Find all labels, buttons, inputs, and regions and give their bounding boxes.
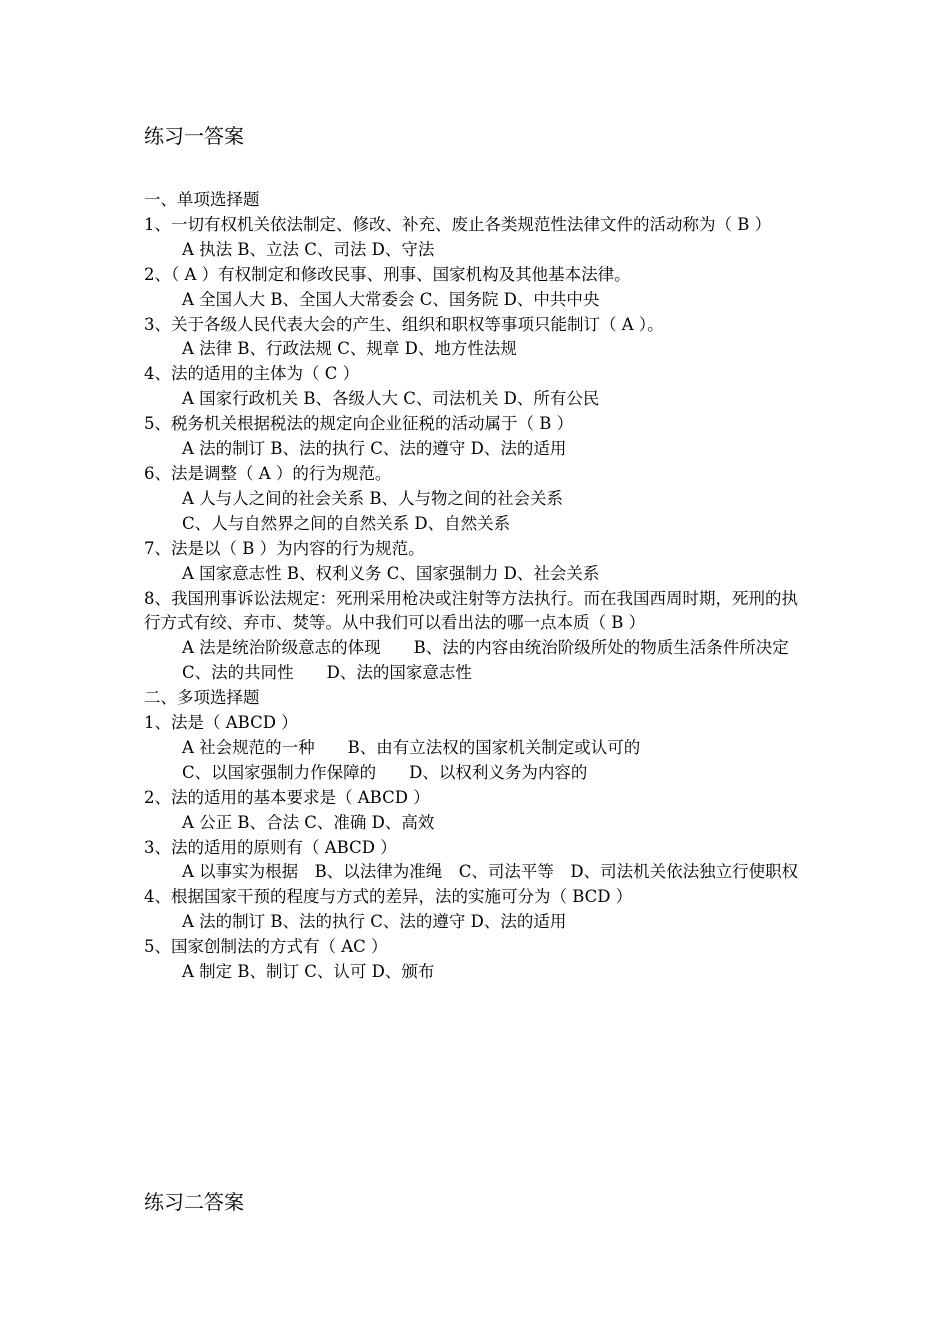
answer-line: A 执法 B、立法 C、司法 D、守法 xyxy=(182,239,435,259)
answer-line: 7、法是以（ B ）为内容的行为规范。 xyxy=(144,538,425,558)
answer-line: 3、关于各级人民代表大会的产生、组织和职权等事项只能制订（ A ）。 xyxy=(144,314,664,334)
answer-line: 2、（ A ）有权制定和修改民事、刑事、国家机构及其他基本法律。 xyxy=(144,264,631,284)
answer-line: 5、国家创制法的方式有（ AC ） xyxy=(144,937,388,957)
answer-line: 4、根据国家干预的程度与方式的差异，法的实施可分为（ BCD ） xyxy=(144,887,633,907)
answer-line: 8、我国刑事诉讼法规定：死刑采用枪决或注射等方法执行。而在我国西周时期，死刑的执行方式有绞、弃市、焚等。从中我们可以看出法的哪一点本质（ B ） xyxy=(144,588,798,633)
answer-line: A 社会规范的一种 B、由有立法权的国家机关制定或认可的 xyxy=(182,737,641,757)
answer-line: 1、一切有权机关依法制定、修改、补充、废止各类规范性法律文件的活动称为（ B ） xyxy=(144,214,772,234)
answer-list xyxy=(144,188,810,985)
answer-line: C、法的共同性 D、法的国家意志性 xyxy=(182,663,472,683)
answer-line: 一、单项选择题 xyxy=(144,190,260,209)
answer-line: 6、法是调整（ A ）的行为规范。 xyxy=(144,463,392,483)
answer-line: A 法的制订 B、法的执行 C、法的遵守 D、法的适用 xyxy=(182,912,567,932)
answer-line: 5、税务机关根据税法的规定向企业征税的活动属于（ B ） xyxy=(144,414,574,434)
answer-line: A 国家行政机关 B、各级人大 C、司法机关 D、所有公民 xyxy=(182,389,600,409)
section-title-exercise-1: 练习一答案 xyxy=(144,124,244,148)
answer-line: 3、法的适用的原则有（ ABCD ） xyxy=(144,837,397,857)
answer-line: A 人与人之间的社会关系 B、人与物之间的社会关系 xyxy=(182,488,564,508)
answer-line: A 法律 B、行政法规 C、规章 D、地方性法规 xyxy=(182,339,517,359)
answer-line: 二、多项选择题 xyxy=(144,688,260,708)
answer-line: A 法是统治阶级意志的体现 B、法的内容由统治阶级所处的物质生活条件所决定 xyxy=(182,638,789,658)
answer-line: A 全国人大 B、全国人大常委会 C、国务院 D、中共中央 xyxy=(182,289,600,309)
section-title-exercise-2: 练习二答案 xyxy=(144,1190,244,1214)
answer-line: A 制定 B、制订 C、认可 D、颁布 xyxy=(182,962,435,982)
answer-line: 4、法的适用的主体为（ C ） xyxy=(144,364,360,384)
answer-line: C、人与自然界之间的自然关系 D、自然关系 xyxy=(182,513,511,533)
answer-line: 1、法是（ ABCD ） xyxy=(144,713,298,733)
answer-line: A 国家意志性 B、权利义务 C、国家强制力 D、社会关系 xyxy=(182,563,600,583)
answer-line: A 法的制订 B、法的执行 C、法的遵守 D、法的适用 xyxy=(182,439,567,459)
answer-line: A 以事实为根据 B、以法律为准绳 C、司法平等 D、司法机关依法独立行使职权 xyxy=(182,862,799,882)
answer-line: 2、法的适用的基本要求是（ ABCD ） xyxy=(144,787,430,807)
answer-line: C、以国家强制力作保障的 D、以权利义务为内容的 xyxy=(182,762,588,782)
answer-line: A 公正 B、合法 C、准确 D、高效 xyxy=(182,812,435,832)
